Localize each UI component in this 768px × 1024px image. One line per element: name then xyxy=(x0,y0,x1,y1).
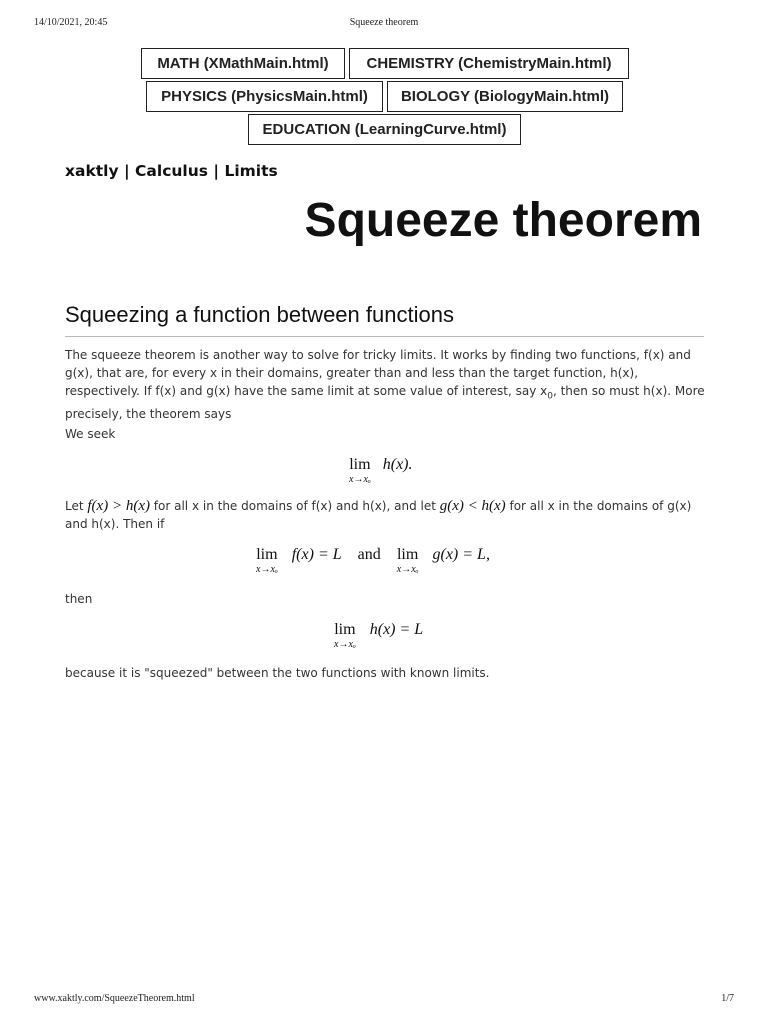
lim-operator: lim xyxy=(334,621,356,638)
let-math-1: f(x) > h(x) xyxy=(87,498,150,514)
because-text: because it is "squeezed" between the two functions with known limits. xyxy=(65,666,490,680)
lim-subscript: x→xₒ xyxy=(256,564,278,575)
lim-operator: lim xyxy=(396,546,419,563)
equation-result xyxy=(334,621,423,651)
equation-seek xyxy=(349,456,413,486)
print-datetime: 14/10/2021, 20:45 xyxy=(34,17,108,28)
let-text-a: Let xyxy=(65,499,88,513)
nav-button-chemistry[interactable]: CHEMISTRY (ChemistryMain.html) xyxy=(349,48,629,79)
we-seek-text: We seek xyxy=(65,427,116,441)
equation-g-limit: g(x) = L, xyxy=(432,546,490,563)
lim-operator: lim xyxy=(256,546,278,563)
print-doc-title: Squeeze theorem xyxy=(349,17,419,28)
equation-and: and xyxy=(357,546,381,563)
nav-button-physics[interactable]: PHYSICS (PhysicsMain.html) xyxy=(146,81,383,112)
intro-subscript: 0 xyxy=(547,391,553,402)
lim-subscript: x→xₒ xyxy=(334,639,356,650)
nav-button-math[interactable]: MATH (XMathMain.html) xyxy=(141,48,345,79)
equation-seek-expr: h(x). xyxy=(382,456,413,473)
intro-paragraph xyxy=(65,346,705,423)
let-paragraph xyxy=(65,497,705,533)
print-url: www.xaktly.com/SqueezeTheorem.html xyxy=(34,993,195,1004)
then-text: then xyxy=(65,592,93,606)
intro-text-a: The squeeze theorem is another way to solve for tricky limits. It works by finding two functions, f(x) and g(x), that are, for every x in their domains, greater than and less than the target function, h(x), respectively. If f(x) and g(x) have the same limit at some value of interest, say x xyxy=(65,348,691,398)
nav-button-education[interactable]: EDUCATION (LearningCurve.html) xyxy=(248,114,521,145)
equation-h-limit: h(x) = L xyxy=(369,621,424,638)
let-text-c: for all x in the domains of g(x) and h(x). Then if xyxy=(65,499,692,531)
nav-button-biology[interactable]: BIOLOGY (BiologyMain.html) xyxy=(387,81,623,112)
let-math-2: g(x) < h(x) xyxy=(439,498,506,514)
section-divider xyxy=(65,336,704,337)
print-page-number: 1/7 xyxy=(721,993,734,1004)
let-text-b: for all x in the domains of f(x) and h(x), and let xyxy=(149,499,440,513)
equation-f-limit: f(x) = L xyxy=(291,546,342,563)
lim-subscript: x→xₒ xyxy=(349,474,371,485)
lim-operator: lim xyxy=(349,456,371,473)
equation-conditions xyxy=(256,546,490,576)
lim-subscript: x→xₒ xyxy=(396,564,419,575)
breadcrumb: xaktly | Calculus | Limits xyxy=(65,162,278,180)
section-heading: Squeezing a function between functions xyxy=(65,302,454,327)
page-title: Squeeze theorem xyxy=(304,194,702,247)
intro-text-b: , then so must h(x). More precisely, the theorem says xyxy=(65,384,705,422)
